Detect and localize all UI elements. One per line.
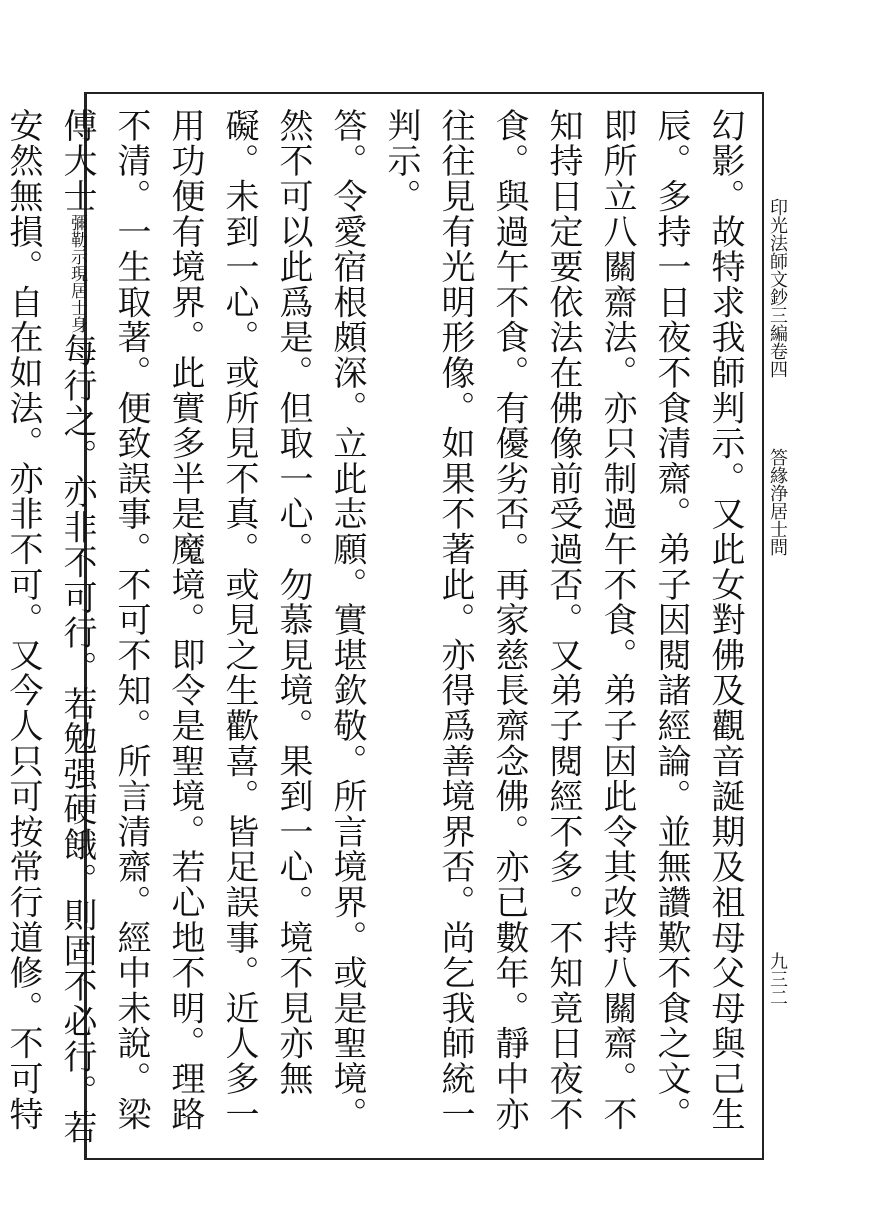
section-title: 答緣浄居士問 — [767, 448, 788, 556]
text-segment: 日夜不 — [651, 284, 691, 391]
text-segment: 食清齋。弟子因閱諸經論。並無讚歎不食之文。即所立八關齋法。亦只制過午不食。弟子因此令其改持八關齋。不知持日定要依法在佛像前受過否。又弟子閱經不多。不知竟日夜不食。與過午不食。有優劣否。再家慈長齋念佛。亦已數年。靜中亦往往見有光明形像。如果不著此。亦得爲善境界否。尚乞我師統一判示。 — [381, 108, 691, 1132]
margin-rule — [762, 92, 764, 1160]
paragraph-question-continued — [374, 108, 752, 1148]
text-segment: 每行之。亦非不可行。若勉强硬餓。則固不必行。若安然無損。自在如法。亦非不可。又今人只可按常行道修。不可特 — [3, 108, 97, 1145]
margin-column — [762, 92, 790, 1160]
text-segment: 幻影。故特求我師判示。又此女對佛及觀音誕期及祖母父母與己生辰。多持一 — [651, 108, 745, 1132]
body-text — [3, 108, 752, 1148]
book-title: 印光法師文鈔三編卷四 — [767, 198, 788, 378]
interlinear-note: 彌勒示現居士身 — [67, 213, 87, 333]
text-segment: 答。令愛宿根頗深。立此志願。實堪欽敬。所言境界。或是聖境。然不可以此爲是。但取一心。勿慕見境。果到一心。境不見亦無礙。未到一心。或所見不真。或見之生歡喜。皆足誤事。近人多一用功便有境界。此實多半是魔境。即令是聖境。若心地不明。理路不清。一生取著。便致誤事。不可不知。所言清齋。經中未說。梁傅大士 — [57, 108, 367, 1132]
page-number: 九三二 — [767, 952, 788, 1006]
paragraph-answer — [0, 108, 374, 1148]
